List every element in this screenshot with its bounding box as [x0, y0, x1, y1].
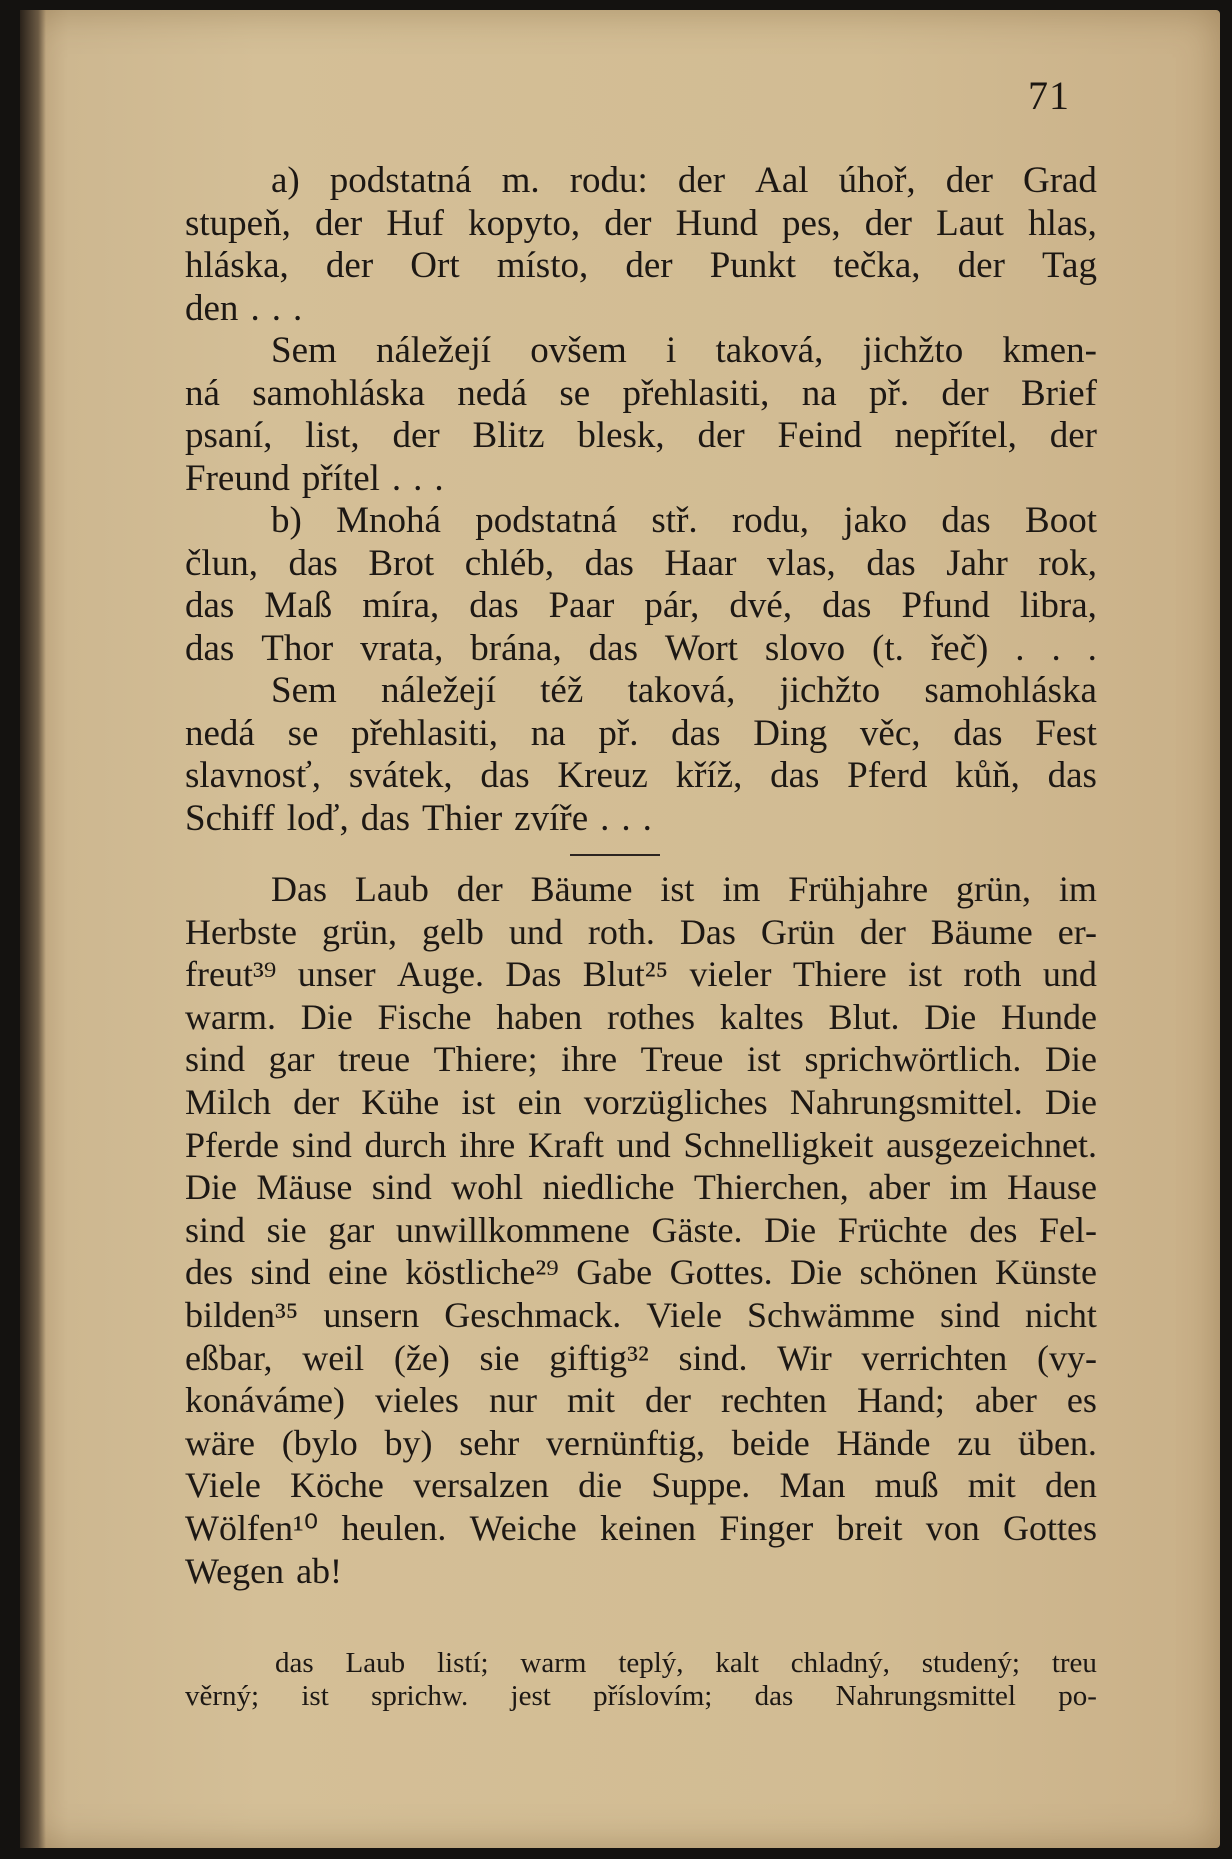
text-line: wäre (bylo by) sehr vernünftig, beide Hände zu üben. [185, 1422, 1097, 1463]
page-body [185, 160, 1097, 1592]
text-line: Das Laub der Bäume ist im Frühjahre grün, im [271, 869, 1097, 909]
text-line: Viele Köche versalzen die Suppe. Man muß mit den [185, 1465, 1097, 1506]
vocab-line: věrný; ist sprichw. jest příslovím; das Nahrungsmittel po- [185, 1680, 1097, 1712]
text-line: člun, das Brot chléb, das Haar vlas, das Jahr rok, [185, 542, 1097, 584]
text-line: Schiff loď, das Thier zvíře . . . [185, 797, 652, 839]
text-line: sind gar treue Thiere; ihre Treue ist sprichwörtlich. Die [185, 1039, 1097, 1080]
text-line: Wegen ab! [185, 1550, 343, 1591]
vocabulary-footnote [185, 1647, 1097, 1713]
text-line: des sind eine köstliche²⁹ Gabe Gottes. Die schönen Künste [185, 1252, 1097, 1293]
text-line: hláska, der Ort místo, der Punkt tečka, der Tag [185, 245, 1097, 286]
text-line: das Thor vrata, brána, das Wort slovo (t. řeč) . . . [185, 627, 1097, 669]
text-line: sind sie gar unwillkommene Gäste. Die Früchte des Fel- [185, 1209, 1097, 1250]
text-line: Wölfen¹⁰ heulen. Weiche keinen Finger breit von Gottes [185, 1507, 1097, 1548]
text-line: bilden³⁵ unsern Geschmack. Viele Schwämme sind nicht [185, 1294, 1097, 1335]
text-line: Pferde sind durch ihre Kraft und Schnelligkeit ausgezeichnet. [185, 1124, 1097, 1165]
text-line: stupeň, der Huf kopyto, der Hund pes, der Laut hlas, [185, 202, 1097, 244]
text-line: den . . . [185, 287, 303, 329]
section-divider [570, 854, 660, 856]
text-line: das Maß míra, das Paar pár, dvé, das Pfund libra, [185, 585, 1097, 626]
text-line: b) Mnohá podstatná stř. rodu, jako das Boot [271, 500, 1097, 541]
text-line: Sem náležejí ovšem i taková, jichžto kmen- [271, 330, 1097, 371]
vocab-line: das Laub listí; warm teplý, kalt chladný, studený; treu [275, 1647, 1097, 1679]
text-line: freut³⁹ unser Auge. Das Blut²⁵ vieler Thiere ist roth und [185, 954, 1097, 995]
text-line: Freund přítel . . . [185, 457, 444, 499]
text-line: a) podstatná m. rodu: der Aal úhoř, der Grad [271, 160, 1097, 201]
text-line: eßbar, weil (že) sie giftig³² sind. Wir verrichten (vy- [185, 1337, 1097, 1378]
text-line: warm. Die Fische haben rothes kaltes Blut. Die Hunde [185, 996, 1097, 1037]
text-line: psaní, list, der Blitz blesk, der Feind nepřítel, der [185, 415, 1097, 456]
text-line: slavnosť, svátek, das Kreuz kříž, das Pferd kůň, das [185, 755, 1097, 796]
grammar-section [185, 160, 1097, 840]
reading-section [185, 868, 1097, 1592]
text-line: Herbste grün, gelb und roth. Das Grün der Bäume er- [185, 911, 1097, 952]
text-line: Die Mäuse sind wohl niedliche Thierchen, aber im Hause [185, 1167, 1097, 1208]
book-spine [20, 10, 46, 1848]
page-number: 71 [1028, 73, 1070, 118]
text-line: nedá se přehlasiti, na př. das Ding věc, das Fest [185, 712, 1097, 754]
text-line: Milch der Kühe ist ein vorzügliches Nahrungsmittel. Die [185, 1081, 1097, 1122]
text-line: konáváme) vieles nur mit der rechten Hand; aber es [185, 1380, 1097, 1421]
book-page [20, 10, 1220, 1848]
text-line: ná samohláska nedá se přehlasiti, na př. der Brief [185, 372, 1097, 414]
text-line: Sem náležejí též taková, jichžto samohláska [271, 670, 1097, 711]
